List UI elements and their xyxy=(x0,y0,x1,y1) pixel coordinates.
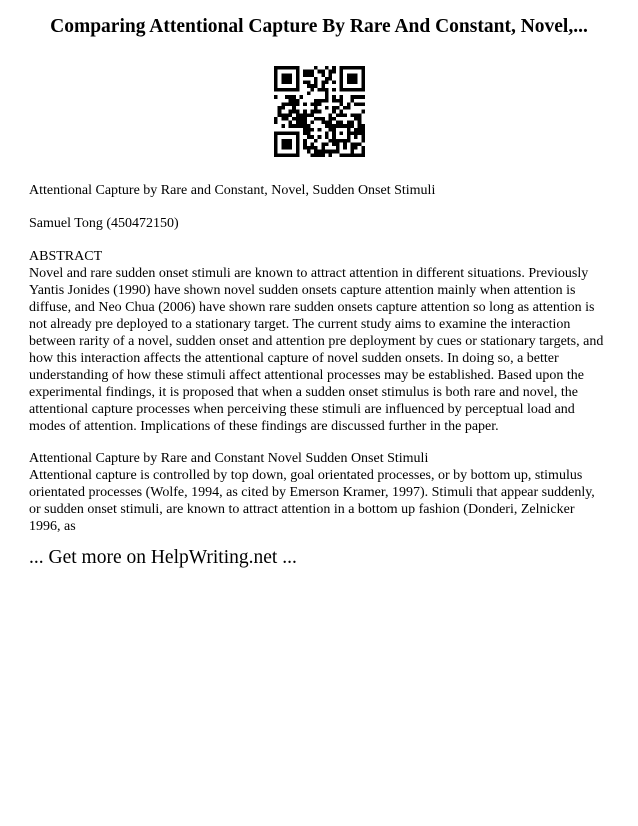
paper-title: Attentional Capture by Rare and Constant, Novel, Sudden Onset Stimuli xyxy=(29,183,436,198)
section-line: 1996, as xyxy=(29,519,76,534)
abstract-line: how this interaction affects the attentional capture of novel sudden onsets. In doing so, a better xyxy=(29,351,559,366)
abstract-heading: ABSTRACT xyxy=(29,249,103,264)
abstract-line: diffuse, and Neo Chua (2006) have shown rare sudden onsets capture attention so long as attention is xyxy=(29,300,595,315)
document-title: Comparing Attentional Capture By Rare And Constant, Novel,... xyxy=(50,16,588,37)
document-body xyxy=(29,182,614,535)
abstract-line: attentional capture processes when perceiving these stimuli are influenced by perceptual load and xyxy=(29,402,575,417)
get-more-link[interactable]: ... Get more on HelpWriting.net ... xyxy=(29,547,297,568)
section-line: Attentional capture is controlled by top down, goal orientated processes, or by bottom up, stimulus xyxy=(29,468,583,483)
section-line: or sudden onset stimuli, are known to attract attention in a bottom up fashion (Donderi, Zelnicker xyxy=(29,502,575,517)
abstract-paragraph xyxy=(29,265,614,435)
abstract-line: understanding of how these stimuli affect attentional processes may be established. Based upon the xyxy=(29,368,584,383)
abstract-line: modes of attention. Implications of these findings are discussed further in the paper. xyxy=(29,419,499,434)
section-paragraph xyxy=(29,467,614,535)
abstract-line: between rarity of a novel, sudden onset and attention pre deployment by cues or stationary targets, and xyxy=(29,334,604,349)
qr-code-icon xyxy=(274,66,365,157)
section-line: orientated processes (Wolfe, 1994, as cited by Emerson Kramer, 1997). Stimuli that appear suddenly, xyxy=(29,485,595,500)
abstract-line: not already pre deployed to a stationary target. The current study aims to examine the interaction xyxy=(29,317,571,332)
section-heading: Attentional Capture by Rare and Constant Novel Sudden Onset Stimuli xyxy=(29,451,429,466)
abstract-line: experimental findings, it is proposed that when a sudden onset stimulus is both rare and novel, the xyxy=(29,385,579,400)
abstract-line: Yantis Jonides (1990) have shown novel sudden onsets capture attention mainly when attention is xyxy=(29,283,576,298)
author-line: Samuel Tong (450472150) xyxy=(29,216,179,231)
abstract-line: Novel and rare sudden onset stimuli are known to attract attention in different situations. Previously xyxy=(29,266,589,281)
